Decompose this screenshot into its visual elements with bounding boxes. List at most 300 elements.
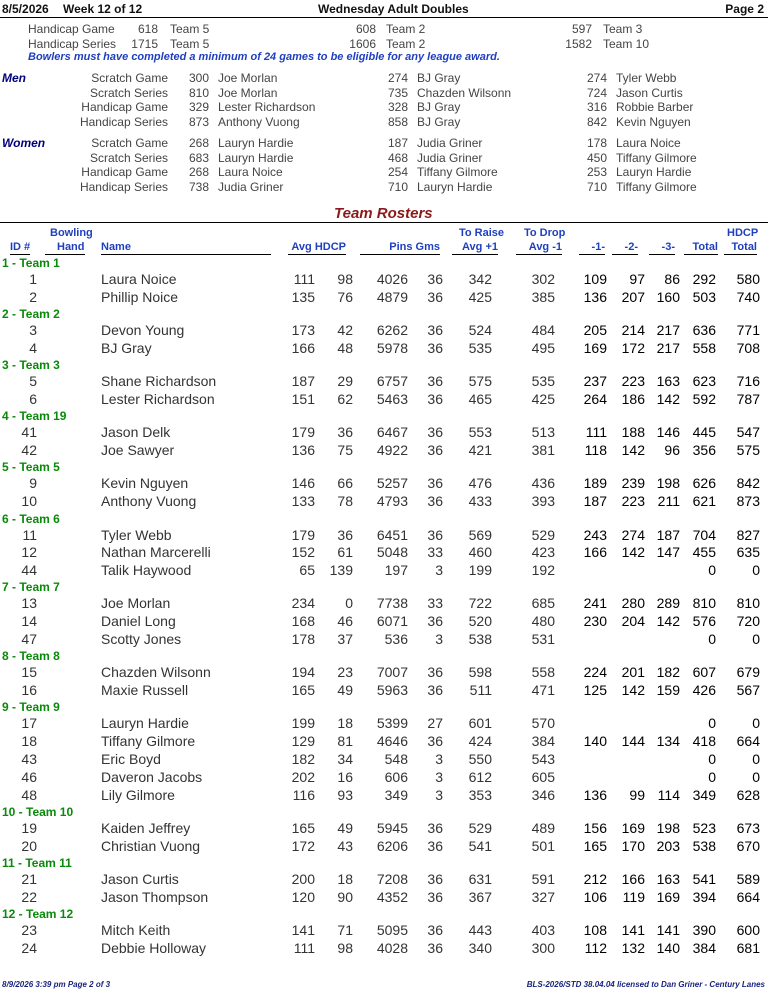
cell-id: 3 bbox=[29, 322, 37, 339]
table-row bbox=[0, 340, 768, 358]
cell-drop: 543 bbox=[531, 751, 555, 767]
men-high-score: 735 bbox=[387, 85, 408, 100]
cell-g1: 136 bbox=[583, 786, 607, 803]
men-high-label: Handicap Series bbox=[79, 114, 168, 129]
cell-pins: 5463 bbox=[376, 391, 408, 407]
cell-g3: 142 bbox=[656, 613, 680, 630]
women-high-name: Judia Griner bbox=[218, 179, 284, 194]
cell-id: 42 bbox=[21, 442, 37, 459]
cell-g2: 97 bbox=[629, 271, 645, 287]
cell-id: 10 bbox=[21, 493, 37, 510]
cell-g1: 136 bbox=[583, 288, 607, 305]
cell-hdcp: 93 bbox=[337, 786, 353, 803]
col-total: Total bbox=[684, 241, 718, 255]
men-high-label: Scratch Game bbox=[91, 71, 168, 85]
cell-gms: 3 bbox=[435, 768, 443, 785]
women-high-score: 468 bbox=[387, 150, 408, 165]
cell-raise: 601 bbox=[468, 715, 492, 732]
league-high-label: Handicap Series bbox=[28, 37, 117, 51]
cell-hdcp: 0 bbox=[345, 595, 353, 612]
col-bowling: Bowling bbox=[50, 227, 93, 239]
cell-pins: 5048 bbox=[376, 544, 408, 561]
cell-g3: 146 bbox=[656, 424, 680, 441]
cell-name: Mitch Keith bbox=[101, 922, 171, 939]
col-name: Name bbox=[101, 241, 271, 255]
cell-g3: 142 bbox=[656, 391, 680, 407]
col-to-raise: To Raise bbox=[459, 227, 505, 239]
cell-total: 292 bbox=[692, 271, 716, 287]
cell-htotal: 664 bbox=[736, 733, 760, 750]
cell-total: 592 bbox=[692, 391, 716, 407]
cell-gms: 36 bbox=[427, 664, 443, 681]
team-heading: 6 - Team 6 bbox=[2, 511, 60, 526]
cell-drop: 423 bbox=[531, 544, 555, 561]
cell-htotal: 681 bbox=[736, 939, 760, 956]
cell-drop: 570 bbox=[531, 715, 555, 732]
cell-hdcp: 66 bbox=[337, 475, 353, 492]
men-high-score: 329 bbox=[188, 100, 209, 114]
cell-gms: 36 bbox=[427, 837, 443, 854]
cell-g3: 96 bbox=[664, 442, 680, 459]
cell-g3: 211 bbox=[657, 493, 680, 510]
women-high-score: 450 bbox=[586, 150, 607, 165]
men-high-name: BJ Gray bbox=[417, 114, 461, 129]
cell-hdcp: 78 bbox=[337, 493, 353, 510]
men-high-score: 873 bbox=[188, 114, 209, 129]
cell-g2: 142 bbox=[621, 442, 645, 459]
cell-raise: 524 bbox=[468, 322, 492, 339]
cell-g1: 112 bbox=[584, 939, 607, 956]
women-heading: Women bbox=[2, 136, 46, 150]
cell-htotal: 664 bbox=[736, 888, 760, 905]
women-high-score: 178 bbox=[586, 136, 607, 150]
cell-hdcp: 49 bbox=[337, 682, 353, 699]
cell-raise: 340 bbox=[468, 939, 492, 956]
men-heading: Men bbox=[2, 71, 26, 85]
cell-raise: 342 bbox=[468, 271, 492, 287]
cell-g1: 241 bbox=[583, 595, 607, 612]
table-row bbox=[0, 787, 768, 805]
men-high-name: Kevin Nguyen bbox=[616, 114, 691, 129]
men-high-score: 274 bbox=[586, 71, 607, 85]
cell-total: 0 bbox=[708, 768, 716, 785]
cell-raise: 598 bbox=[468, 664, 492, 681]
cell-avg: 179 bbox=[291, 526, 315, 543]
women-high-name: Judia Griner bbox=[417, 136, 483, 150]
cell-g2: 166 bbox=[621, 871, 645, 887]
cell-hdcp: 36 bbox=[337, 424, 353, 441]
women-high-score: 710 bbox=[387, 179, 408, 194]
cell-total: 576 bbox=[692, 613, 716, 630]
col-hdcp: HDCP bbox=[727, 227, 759, 239]
cell-name: Shane Richardson bbox=[101, 373, 217, 390]
women-high-score: 738 bbox=[188, 179, 209, 194]
report-date: 8/5/2026 bbox=[2, 2, 49, 16]
cell-htotal: 589 bbox=[736, 871, 760, 887]
women-high-label: Handicap Series bbox=[79, 179, 168, 194]
cell-avg: 135 bbox=[291, 288, 315, 305]
cell-htotal: 580 bbox=[736, 271, 760, 287]
men-high-name: Anthony Vuong bbox=[218, 114, 300, 129]
cell-hdcp: 37 bbox=[337, 631, 353, 647]
cell-g1: 212 bbox=[583, 871, 607, 887]
cell-id: 43 bbox=[21, 751, 37, 767]
cell-name: Christian Vuong bbox=[101, 837, 201, 854]
col-game-3: -3- bbox=[649, 241, 675, 255]
cell-id: 44 bbox=[21, 562, 37, 579]
cell-total: 426 bbox=[692, 682, 716, 699]
cell-pins: 6467 bbox=[376, 424, 408, 441]
cell-g1: 106 bbox=[583, 888, 607, 905]
table-row bbox=[0, 631, 768, 649]
cell-raise: 553 bbox=[468, 424, 492, 441]
rosters-divider bbox=[0, 222, 768, 223]
table-row bbox=[0, 889, 768, 907]
cell-g1: 166 bbox=[583, 544, 607, 561]
cell-g1: 224 bbox=[583, 664, 607, 681]
cell-hdcp: 61 bbox=[337, 544, 353, 561]
team-heading: 7 - Team 7 bbox=[2, 580, 60, 595]
cell-total: 0 bbox=[708, 631, 716, 647]
cell-drop: 384 bbox=[531, 733, 555, 750]
cell-raise: 433 bbox=[468, 493, 492, 510]
cell-id: 16 bbox=[21, 682, 37, 699]
cell-total: 810 bbox=[692, 595, 716, 612]
table-row bbox=[0, 715, 768, 733]
cell-gms: 36 bbox=[427, 613, 443, 630]
cell-drop: 385 bbox=[531, 288, 555, 305]
cell-pins: 4879 bbox=[376, 288, 408, 305]
women-high-name: Lauryn Hardie bbox=[616, 165, 692, 179]
cell-g2: 142 bbox=[621, 682, 645, 699]
cell-name: Jason Curtis bbox=[101, 871, 179, 887]
cell-hdcp: 18 bbox=[337, 871, 353, 887]
cell-drop: 327 bbox=[531, 888, 555, 905]
cell-hdcp: 16 bbox=[337, 768, 353, 785]
women-high-name: Lauryn Hardie bbox=[218, 150, 294, 165]
league-high-name: Team 5 bbox=[170, 22, 210, 36]
cell-id: 24 bbox=[21, 939, 37, 956]
col-game-1: -1- bbox=[579, 241, 605, 255]
cell-hdcp: 43 bbox=[337, 837, 353, 854]
table-row bbox=[0, 322, 768, 340]
cell-raise: 199 bbox=[468, 562, 492, 579]
cell-pins: 4922 bbox=[376, 442, 408, 459]
cell-hdcp: 98 bbox=[337, 939, 353, 956]
team-heading: 8 - Team 8 bbox=[2, 649, 60, 664]
cell-drop: 393 bbox=[531, 493, 555, 510]
cell-gms: 36 bbox=[427, 871, 443, 887]
cell-raise: 443 bbox=[468, 922, 492, 939]
cell-name: Scotty Jones bbox=[101, 631, 182, 647]
women-high-name: Lauryn Hardie bbox=[218, 136, 294, 150]
cell-pins: 197 bbox=[384, 562, 408, 579]
cell-pins: 4028 bbox=[376, 939, 408, 956]
cell-avg: 111 bbox=[293, 271, 315, 287]
cell-total: 621 bbox=[692, 493, 716, 510]
cell-drop: 192 bbox=[531, 562, 555, 579]
league-high-score: 618 bbox=[137, 22, 158, 36]
team-heading: 1 - Team 1 bbox=[2, 256, 60, 270]
cell-g1: 111 bbox=[585, 424, 607, 441]
cell-htotal: 673 bbox=[736, 819, 760, 836]
league-high-score: 1715 bbox=[131, 37, 158, 51]
cell-g3: 182 bbox=[656, 664, 680, 681]
table-row bbox=[0, 391, 768, 409]
cell-id: 48 bbox=[21, 786, 37, 803]
cell-htotal: 810 bbox=[736, 595, 760, 612]
cell-name: Tyler Webb bbox=[101, 526, 172, 543]
cell-htotal: 547 bbox=[736, 424, 760, 441]
cell-name: Talik Haywood bbox=[101, 562, 192, 579]
women-high-score: 268 bbox=[188, 136, 209, 150]
league-high-score: 608 bbox=[355, 22, 376, 36]
men-high-score: 300 bbox=[188, 71, 209, 85]
team-heading: 10 - Team 10 bbox=[2, 804, 74, 819]
cell-name: Jason Delk bbox=[101, 424, 171, 441]
cell-g3: 86 bbox=[664, 271, 680, 287]
table-row bbox=[0, 289, 768, 307]
cell-gms: 36 bbox=[427, 819, 443, 836]
women-high-name: Tiffany Gilmore bbox=[616, 150, 697, 165]
cell-g1: 140 bbox=[583, 733, 607, 750]
cell-id: 18 bbox=[21, 733, 37, 750]
cell-hdcp: 36 bbox=[337, 526, 353, 543]
cell-pins: 5963 bbox=[376, 682, 408, 699]
league-high-name: Team 2 bbox=[386, 37, 426, 51]
table-row bbox=[0, 562, 768, 580]
women-high-name: Tiffany Gilmore bbox=[616, 179, 697, 194]
cell-htotal: 716 bbox=[736, 373, 760, 390]
cell-drop: 436 bbox=[531, 475, 555, 492]
cell-total: 558 bbox=[692, 339, 716, 356]
cell-hdcp: 76 bbox=[337, 288, 353, 305]
cell-pins: 6757 bbox=[376, 373, 408, 390]
cell-total: 445 bbox=[692, 424, 716, 441]
table-row bbox=[0, 838, 768, 856]
cell-drop: 403 bbox=[531, 922, 555, 939]
cell-gms: 36 bbox=[427, 442, 443, 459]
men-high-name: Lester Richardson bbox=[218, 100, 316, 114]
cell-g2: 119 bbox=[622, 888, 645, 905]
cell-drop: 501 bbox=[531, 837, 555, 854]
cell-name: Phillip Noice bbox=[101, 288, 179, 305]
cell-name: Daniel Long bbox=[101, 613, 176, 630]
cell-g3: 114 bbox=[657, 786, 680, 803]
cell-name: Daveron Jacobs bbox=[101, 768, 203, 785]
cell-g3: 160 bbox=[656, 288, 680, 305]
cell-total: 523 bbox=[692, 819, 716, 836]
table-row bbox=[0, 664, 768, 682]
women-high-score: 683 bbox=[188, 150, 209, 165]
cell-name: Laura Noice bbox=[101, 271, 177, 287]
cell-total: 0 bbox=[708, 751, 716, 767]
cell-total: 0 bbox=[708, 715, 716, 732]
cell-avg: 151 bbox=[291, 391, 315, 407]
cell-g2: 132 bbox=[621, 939, 645, 956]
cell-gms: 36 bbox=[427, 682, 443, 699]
cell-total: 538 bbox=[692, 837, 716, 854]
cell-gms: 36 bbox=[427, 733, 443, 750]
cell-hdcp: 139 bbox=[329, 562, 353, 579]
cell-name: Joe Sawyer bbox=[101, 442, 175, 459]
table-row bbox=[0, 940, 768, 958]
cell-avg: 168 bbox=[291, 613, 315, 630]
cell-hdcp: 18 bbox=[337, 715, 353, 732]
cell-gms: 3 bbox=[435, 562, 443, 579]
cell-gms: 3 bbox=[435, 786, 443, 803]
cell-g1: 165 bbox=[583, 837, 607, 854]
cell-hdcp: 81 bbox=[337, 733, 353, 750]
cell-total: 636 bbox=[692, 322, 716, 339]
footer-license: BLS-2026/STD 38.04.04 licensed to Dan Griner - Century Lanes bbox=[526, 980, 765, 989]
cell-id: 4 bbox=[29, 339, 37, 356]
cell-gms: 36 bbox=[427, 339, 443, 356]
cell-gms: 36 bbox=[427, 288, 443, 305]
league-high-score: 1606 bbox=[349, 37, 376, 51]
cell-htotal: 740 bbox=[736, 288, 760, 305]
cell-g2: 223 bbox=[621, 493, 645, 510]
cell-htotal: 0 bbox=[752, 768, 760, 785]
table-row bbox=[0, 527, 768, 545]
women-high-name: Laura Noice bbox=[616, 136, 681, 150]
cell-g1: 187 bbox=[583, 493, 607, 510]
table-row bbox=[0, 442, 768, 460]
table-row bbox=[0, 424, 768, 442]
team-heading: 3 - Team 3 bbox=[2, 358, 60, 373]
col-avg-minus: Avg -1 bbox=[516, 241, 562, 255]
cell-total: 418 bbox=[692, 733, 716, 750]
cell-pins: 6206 bbox=[376, 837, 408, 854]
cell-gms: 36 bbox=[427, 271, 443, 287]
col-hdcp-total: Total bbox=[724, 241, 757, 255]
cell-raise: 612 bbox=[468, 768, 492, 785]
table-row bbox=[0, 595, 768, 613]
cell-raise: 722 bbox=[468, 595, 492, 612]
cell-drop: 425 bbox=[531, 391, 555, 407]
table-row bbox=[0, 613, 768, 631]
cell-total: 394 bbox=[692, 888, 716, 905]
cell-name: Joe Morlan bbox=[101, 595, 171, 612]
team-heading: 9 - Team 9 bbox=[2, 700, 60, 715]
col-id: ID # bbox=[10, 241, 31, 253]
men-high-score: 328 bbox=[387, 100, 408, 114]
cell-name: Eric Boyd bbox=[101, 751, 161, 767]
cell-raise: 460 bbox=[468, 544, 492, 561]
cell-drop: 480 bbox=[531, 613, 555, 630]
cell-id: 14 bbox=[21, 613, 37, 630]
report-week: Week 12 of 12 bbox=[63, 2, 143, 16]
cell-g1: 230 bbox=[583, 613, 607, 630]
cell-pins: 6262 bbox=[376, 322, 408, 339]
cell-gms: 3 bbox=[435, 751, 443, 767]
table-row bbox=[0, 769, 768, 787]
team-heading: 2 - Team 2 bbox=[2, 307, 60, 322]
cell-drop: 302 bbox=[531, 271, 555, 287]
cell-hdcp: 42 bbox=[337, 322, 353, 339]
cell-drop: 484 bbox=[531, 322, 555, 339]
cell-avg: 129 bbox=[291, 733, 315, 750]
cell-htotal: 628 bbox=[736, 786, 760, 803]
table-row bbox=[0, 271, 768, 289]
cell-total: 390 bbox=[692, 922, 716, 939]
table-row bbox=[0, 682, 768, 700]
cell-pins: 536 bbox=[384, 631, 408, 647]
cell-htotal: 787 bbox=[736, 391, 760, 407]
cell-g2: 223 bbox=[621, 373, 645, 390]
cell-htotal: 567 bbox=[736, 682, 760, 699]
cell-g3: 159 bbox=[656, 682, 680, 699]
cell-total: 623 bbox=[692, 373, 716, 390]
men-high-score: 810 bbox=[188, 85, 209, 100]
cell-htotal: 670 bbox=[736, 837, 760, 854]
cell-g3: 203 bbox=[656, 837, 680, 854]
cell-g2: 170 bbox=[621, 837, 645, 854]
cell-g1: 264 bbox=[583, 391, 607, 407]
cell-name: Maxie Russell bbox=[101, 682, 189, 699]
cell-total: 356 bbox=[692, 442, 716, 459]
cell-htotal: 635 bbox=[736, 544, 760, 561]
cell-id: 19 bbox=[21, 819, 37, 836]
cell-avg: 152 bbox=[291, 544, 315, 561]
cell-g1: 108 bbox=[583, 922, 607, 939]
cell-gms: 36 bbox=[427, 526, 443, 543]
cell-htotal: 842 bbox=[736, 475, 760, 492]
cell-name: Lester Richardson bbox=[101, 391, 215, 407]
cell-avg: 165 bbox=[291, 682, 315, 699]
cell-gms: 36 bbox=[427, 373, 443, 390]
cell-pins: 5978 bbox=[376, 339, 408, 356]
women-high-score: 254 bbox=[387, 165, 408, 179]
cell-id: 17 bbox=[21, 715, 37, 732]
cell-htotal: 873 bbox=[736, 493, 760, 510]
cell-pins: 7738 bbox=[376, 595, 408, 612]
men-high-name: Tyler Webb bbox=[616, 71, 677, 85]
cell-avg: 199 bbox=[291, 715, 315, 732]
cell-raise: 529 bbox=[468, 819, 492, 836]
cell-raise: 367 bbox=[468, 888, 492, 905]
cell-gms: 36 bbox=[427, 922, 443, 939]
cell-total: 349 bbox=[692, 786, 716, 803]
cell-g2: 201 bbox=[621, 664, 645, 681]
cell-g3: 147 bbox=[656, 544, 680, 561]
cell-avg: 179 bbox=[291, 424, 315, 441]
cell-avg: 146 bbox=[291, 475, 315, 492]
cell-name: Jason Thompson bbox=[101, 888, 209, 905]
cell-pins: 548 bbox=[384, 751, 408, 767]
cell-pins: 4026 bbox=[376, 271, 408, 287]
table-row bbox=[0, 475, 768, 493]
cell-g2: 186 bbox=[621, 391, 645, 407]
team-heading: 11 - Team 11 bbox=[2, 856, 72, 870]
cell-drop: 535 bbox=[531, 373, 555, 390]
cell-pins: 6451 bbox=[376, 526, 408, 543]
cell-g2: 99 bbox=[629, 786, 645, 803]
cell-raise: 535 bbox=[468, 339, 492, 356]
cell-gms: 36 bbox=[427, 391, 443, 407]
cell-raise: 424 bbox=[468, 733, 492, 750]
cell-hdcp: 34 bbox=[337, 751, 353, 767]
cell-raise: 476 bbox=[468, 475, 492, 492]
cell-gms: 3 bbox=[435, 631, 443, 647]
cell-name: Anthony Vuong bbox=[101, 493, 197, 510]
cell-name: Lily Gilmore bbox=[101, 786, 175, 803]
cell-g3: 169 bbox=[656, 888, 680, 905]
league-high-name: Team 5 bbox=[170, 37, 210, 51]
cell-avg: 141 bbox=[291, 922, 315, 939]
cell-gms: 36 bbox=[427, 493, 443, 510]
cell-g3: 140 bbox=[656, 939, 680, 956]
